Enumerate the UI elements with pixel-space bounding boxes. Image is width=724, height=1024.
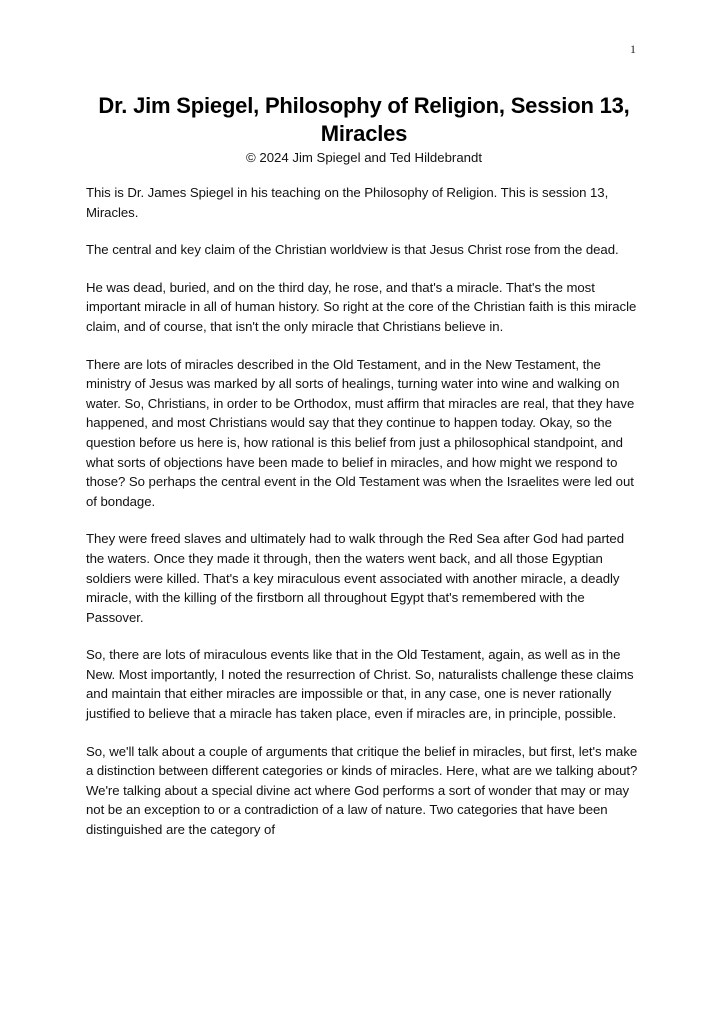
paragraph-1: This is Dr. James Spiegel in his teaching on the Philosophy of Religion. This is session 13, Miracles. <box>86 185 609 220</box>
paragraph-6: So, there are lots of miraculous events like that in the Old Testament, again, as well as in the New. Most importantly, I noted the resurrection of Christ. So, naturalists challenge these claims and maintain that either miracles are impossible or that, in any case, one is never rationally justified to believe that a miracle has taken place, even if miracles are, in principle, possible. <box>86 647 634 722</box>
document-title: Dr. Jim Spiegel, Philosophy of Religion, Session 13, Miracles <box>98 93 630 146</box>
paragraph-3: He was dead, buried, and on the third day, he rose, and that's a miracle. That's the most important miracle in all of human history. So right at the core of the Christian faith is this miracle claim, and of course, that isn't the only miracle that Christians believe in. <box>86 279 637 334</box>
paragraph-7: So, we'll talk about a couple of arguments that critique the belief in miracles, but first, let's make a distinction between different categories or kinds of miracles. Here, what are we talking about? We're talking about a special divine act where God performs a sort of wonder that may or may not be an exception to or a contradiction of a law of nature. Two categories that have been distinguished are the category of <box>86 743 638 838</box>
paragraph-5: They were freed slaves and ultimately had to walk through the Red Sea after God had parted the waters. Once they made it through, then the waters went back, and all those Egyptian soldiers were killed. That's a key miraculous event associated with another miracle, a deadly miracle, with the killing of the firstborn all throughout Egypt that's remembered with the Passover. <box>86 531 624 625</box>
copyright-line: © 2024 Jim Spiegel and Ted Hildebrandt <box>245 150 482 165</box>
paragraph-2: The central and key claim of the Christian worldview is that Jesus Christ rose from the dead. <box>86 242 619 258</box>
paragraph-4: There are lots of miracles described in the Old Testament, and in the New Testament, the ministry of Jesus was marked by all sorts of healings, turning water into wine and walking on water. So, Christians, in order to be Orthodox, must affirm that miracles are real, that they have happened, and most Christians would say that they continue to happen today. Okay, so the question before us here is, how rational is this belief from just a philosophical standpoint, and what sorts of objections have been made to belief in miracles, and how might we respond to those? So perhaps the central event in the Old Testament was when the Israelites were led out of bondage. <box>86 356 635 509</box>
page-number: 1 <box>630 42 636 56</box>
document-content <box>86 92 642 840</box>
